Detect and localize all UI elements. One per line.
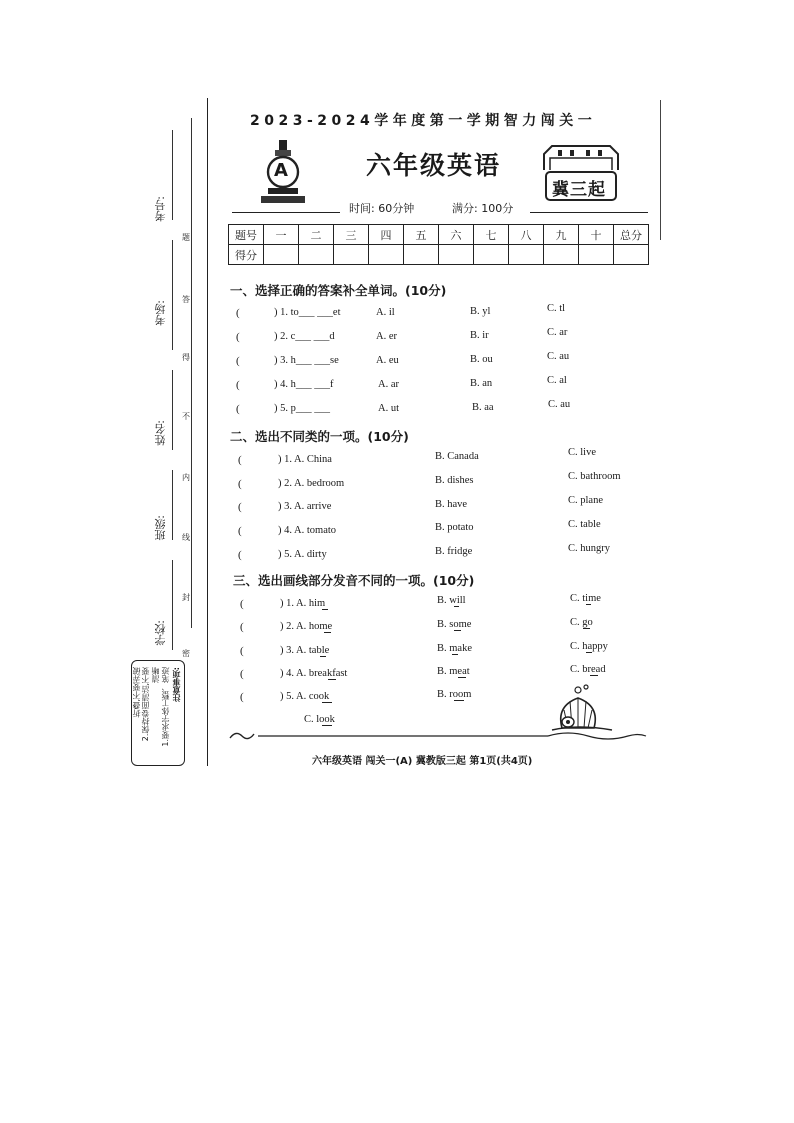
seal-word-1: 题 [182,233,190,242]
exam-number-blank [172,130,173,220]
section1-question-3: ) 3. h___ ___se [274,355,339,366]
answer-paren: ( [236,403,240,415]
score-table [228,224,649,265]
section3-option-b[interactable]: B. room [437,689,472,700]
section2-title: 二、选出不同类的一项。(10分) [230,429,409,444]
score-header-cell: 六 [439,225,474,245]
notice-line-1: 1.要求字体工整、笔迹 [161,667,170,747]
seal-word-2: 答 [182,295,190,304]
answer-paren: ( [240,621,244,633]
score-table-header-row [229,225,649,245]
section1-option-c[interactable]: C. tl [547,303,566,314]
score-header-cell: 题号 [229,225,264,245]
underline-mark [328,679,336,680]
section2-option-b[interactable]: B. potato [435,522,474,533]
section1-option-a[interactable]: A. ut [378,403,399,414]
section3-option-b[interactable]: B. meat [437,666,470,677]
underline-mark [322,702,332,703]
underline-mark [454,630,461,631]
section3-question-5: ) 5. A. cook [280,691,330,702]
name-label: 姓名: [154,420,167,446]
section3-title: 三、选出画线部分发音不同的一项。(10分) [233,573,475,588]
header-rule-right [530,212,648,213]
answer-paren: ( [240,691,244,703]
section1-option-b[interactable]: B. an [470,378,493,389]
class-blank [172,470,173,540]
exam-number-label: 考号: [154,196,167,222]
notice-line-2: 清晰 [151,667,160,683]
answer-paren: ( [240,668,244,680]
notice-line-4: 折叠,不要弄破 [132,667,141,718]
section1-question-5: ) 5. p___ ___ [274,403,330,414]
section1-option-a[interactable]: A. er [376,331,397,342]
edition-badge [540,140,622,204]
section2-option-c[interactable]: C. live [568,447,596,458]
section2-option-b[interactable]: B. fridge [435,546,473,557]
section2-question-2: ) 2. A. bedroom [278,478,345,489]
score-row-label: 得分 [229,245,264,265]
section3-option-b[interactable]: B. make [437,643,472,654]
answer-paren: ( [238,454,242,466]
exam-top-title: 2023-2024学年度第一学期智力闯关一 [250,113,597,129]
section1-option-b[interactable]: B. ou [470,354,493,365]
section2-question-4: ) 4. A. tomato [278,525,337,536]
score-header-cell: 一 [264,225,299,245]
section2-option-b[interactable]: B. have [435,499,468,510]
score-cell[interactable] [579,245,614,265]
notice-title: 注意事项: [172,667,181,703]
section1-option-a[interactable]: A. ar [378,379,399,390]
score-header-cell: 七 [474,225,509,245]
section2-option-c[interactable]: C. table [568,519,601,530]
answer-paren: ( [238,525,242,537]
school-blank [172,560,173,650]
seal-word-3: 得 [182,353,190,362]
score-table-score-row [229,245,649,265]
underline-mark [454,606,459,607]
full-score: 满分: 100分 [452,202,514,215]
section2-option-c[interactable]: C. bathroom [568,471,621,482]
section3-option-c[interactable]: C. happy [570,641,608,652]
score-cell[interactable] [369,245,404,265]
underline-mark [454,700,464,701]
exam-room-blank [172,240,173,350]
notice-line-3: 2.保持卷面清洁,不要 [141,667,150,742]
section3-question-4: ) 4. A. breakfast [280,668,348,679]
score-cell[interactable] [439,245,474,265]
binding-line-outer [207,98,208,766]
underline-mark [590,675,598,676]
underline-mark [322,725,332,726]
section2-option-b[interactable]: B. Canada [435,451,479,462]
answer-paren: ( [238,478,242,490]
answer-paren: ( [236,379,240,391]
underline-mark [458,677,466,678]
section2-option-c[interactable]: C. plane [568,495,603,506]
score-header-cell: 三 [334,225,369,245]
section1-option-a[interactable]: A. il [376,307,395,318]
section3-option-b[interactable]: B. will [437,595,466,606]
score-header-cell: 二 [299,225,334,245]
section1-option-b[interactable]: B. yl [470,306,491,317]
section3-option-c[interactable]: C. time [570,593,601,604]
score-header-cell: 九 [544,225,579,245]
section3-option-c[interactable]: C. go [570,617,593,628]
answer-paren: ( [236,355,240,367]
section3-option-c-extra[interactable]: C. look [304,714,335,725]
section3-question-3: ) 3. A. table [280,645,330,656]
name-blank [172,370,173,450]
grade-badge-letter: A [274,160,288,181]
section1-question-2: ) 2. c___ ___d [274,331,335,342]
section2-question-1: ) 1. A. China [278,454,332,465]
section2-question-3: ) 3. A. arrive [278,501,332,512]
section1-question-4: ) 4. h___ ___f [274,379,334,390]
section3-option-b[interactable]: B. some [437,619,472,630]
page-title: 六年级英语 [366,151,502,180]
score-header-cell: 十 [579,225,614,245]
exam-room-label: 考场: [154,300,167,326]
answer-paren: ( [236,331,240,343]
score-header-cell: 总分 [614,225,649,245]
page-footer: 六年级英语 闯关一(A) 冀教版三起 第1页(共4页) [312,756,533,767]
class-label: 班级: [154,515,167,541]
grade-badge [258,138,308,208]
score-header-cell: 八 [509,225,544,245]
underline-mark [583,628,590,629]
answer-paren: ( [236,307,240,319]
score-header-cell: 四 [369,225,404,245]
exam-time: 时间: 60分钟 [349,202,415,215]
seal-word-5: 内 [182,473,190,482]
underline-mark [586,604,591,605]
section2-option-b[interactable]: B. dishes [435,475,474,486]
shell-illustration [548,684,618,734]
score-cell[interactable] [334,245,369,265]
underline-mark [324,632,331,633]
right-edge-line [660,100,661,240]
section1-option-b[interactable]: B. ir [470,330,489,341]
seal-word-8: 密 [182,649,190,658]
answer-paren: ( [240,598,244,610]
seal-word-4: 不 [182,412,190,421]
underline-mark [586,652,592,653]
score-cell[interactable] [544,245,579,265]
score-cell[interactable] [299,245,334,265]
section1-option-c[interactable]: C. ar [547,327,568,338]
section1-option-c[interactable]: C. au [548,399,571,410]
section1-option-b[interactable]: B. aa [472,402,494,413]
school-label: 学校: [154,620,167,646]
section1-question-1: ) 1. to___ ___et [274,307,341,318]
header-rule-left [232,212,340,213]
answer-paren: ( [240,645,244,657]
score-cell[interactable] [264,245,299,265]
score-cell[interactable] [404,245,439,265]
wave-divider [228,728,648,744]
underline-mark [322,609,328,610]
seal-word-7: 封 [182,593,190,602]
score-header-cell: 五 [404,225,439,245]
section2-option-c[interactable]: C. hungry [568,543,610,554]
seal-word-6: 线 [182,533,190,542]
score-cell[interactable] [509,245,544,265]
answer-paren: ( [238,549,242,561]
section1-option-a[interactable]: A. eu [376,355,399,366]
binding-dashed-rule [191,118,192,628]
section3-question-1: ) 1. A. him [280,598,326,609]
underline-mark [452,654,458,655]
underline-mark [320,656,326,657]
section3-question-2: ) 2. A. home [280,621,333,632]
section1-option-c[interactable]: C. al [547,375,567,386]
score-cell[interactable] [614,245,649,265]
section1-title: 一、选择正确的答案补全单词。(10分) [230,283,447,298]
edition-badge-text: 冀三起 [552,180,606,200]
notice-box [131,660,185,766]
section1-option-c[interactable]: C. au [547,351,570,362]
section2-question-5: ) 5. A. dirty [278,549,327,560]
score-cell[interactable] [474,245,509,265]
answer-paren: ( [238,501,242,513]
section3-option-c[interactable]: C. bread [570,664,606,675]
